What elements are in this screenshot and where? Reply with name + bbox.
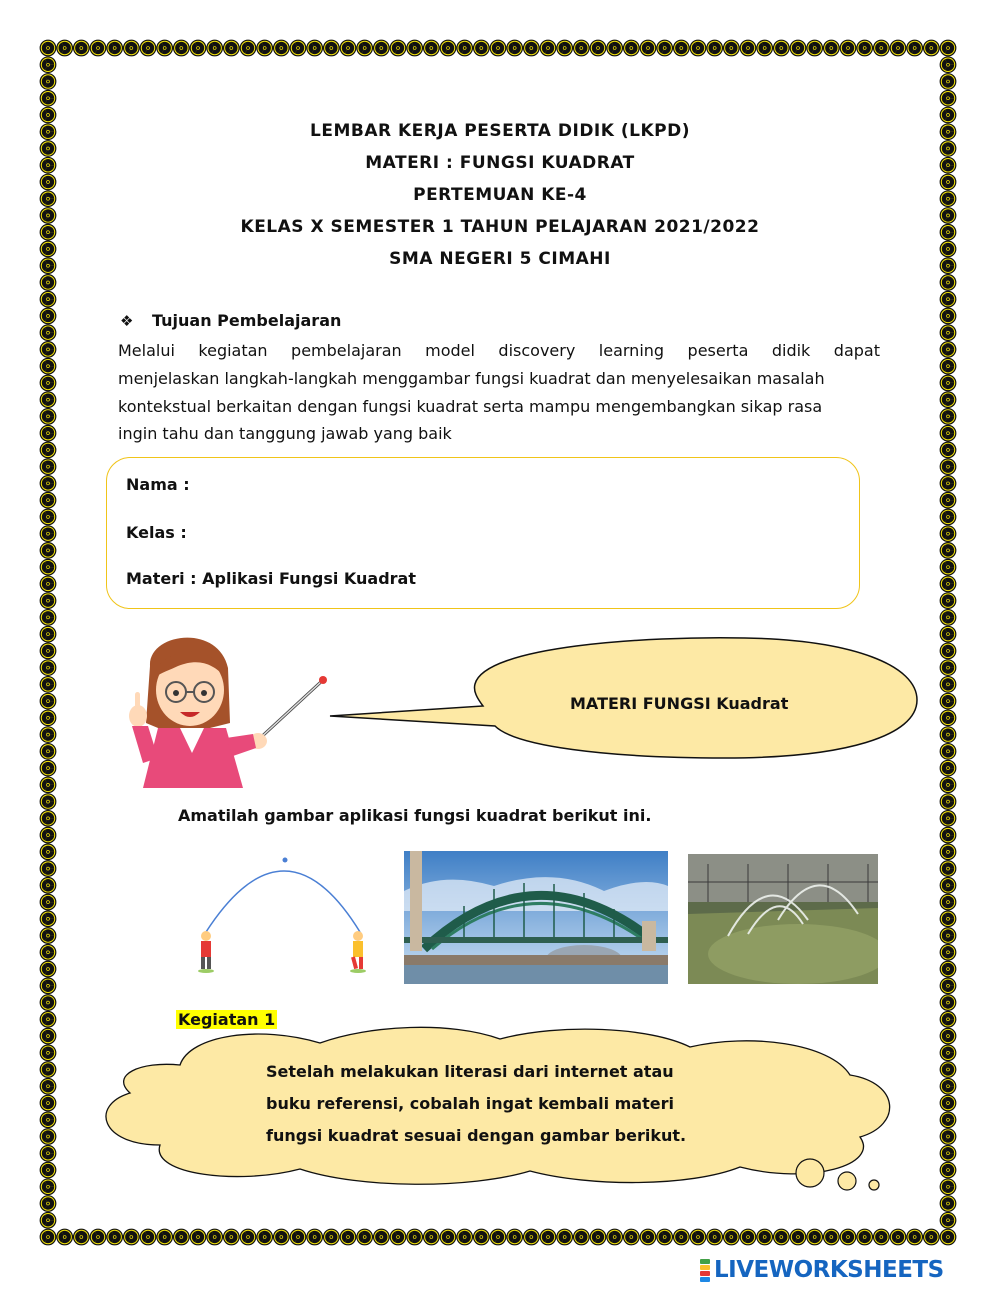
radiation-icon bbox=[106, 40, 122, 56]
radiation-icon bbox=[940, 358, 956, 374]
name-label: Nama : bbox=[126, 475, 190, 494]
radiation-icon bbox=[40, 1078, 56, 1094]
radiation-icon bbox=[940, 442, 956, 458]
radiation-icon bbox=[273, 40, 289, 56]
radiation-icon bbox=[40, 492, 56, 508]
radiation-icon bbox=[40, 74, 56, 90]
radiation-icon bbox=[40, 509, 56, 525]
radiation-icon bbox=[940, 559, 956, 575]
radiation-icon bbox=[40, 1196, 56, 1212]
radiation-icon bbox=[273, 1229, 289, 1245]
radiation-icon bbox=[240, 40, 256, 56]
radiation-icon bbox=[123, 40, 139, 56]
title-line-3: PERTEMUAN KE-4 bbox=[413, 185, 587, 205]
radiation-icon bbox=[840, 1229, 856, 1245]
radiation-icon bbox=[940, 342, 956, 358]
radiation-icon bbox=[390, 1229, 406, 1245]
title-line-4: KELAS X SEMESTER 1 TAHUN PELAJARAN 2021/2022 bbox=[240, 217, 760, 237]
radiation-icon bbox=[90, 1229, 106, 1245]
radiation-icon bbox=[440, 40, 456, 56]
radiation-icon bbox=[556, 1229, 572, 1245]
radiation-icon bbox=[40, 1045, 56, 1061]
radiation-icon bbox=[940, 710, 956, 726]
radiation-icon bbox=[940, 727, 956, 743]
radiation-icon bbox=[156, 1229, 172, 1245]
radiation-icon bbox=[40, 476, 56, 492]
title-line-1: LEMBAR KERJA PESERTA DIDIK (LKPD) bbox=[310, 121, 690, 141]
radiation-icon bbox=[940, 693, 956, 709]
radiation-icon bbox=[940, 57, 956, 73]
radiation-icon bbox=[40, 928, 56, 944]
radiation-icon bbox=[40, 827, 56, 843]
radiation-icon bbox=[623, 1229, 639, 1245]
radiation-icon bbox=[40, 727, 56, 743]
radiation-icon bbox=[940, 543, 956, 559]
radiation-icon bbox=[940, 777, 956, 793]
radiation-icon bbox=[606, 1229, 622, 1245]
radiation-icon bbox=[40, 1112, 56, 1128]
activity-line-1: Setelah melakukan literasi dari internet atau bbox=[266, 1062, 674, 1081]
radiation-icon bbox=[940, 275, 956, 291]
radiation-icon bbox=[940, 1112, 956, 1128]
radiation-icon bbox=[40, 291, 56, 307]
radiation-icon bbox=[740, 1229, 756, 1245]
radiation-icon bbox=[406, 40, 422, 56]
radiation-icon bbox=[723, 1229, 739, 1245]
radiation-icon bbox=[73, 1229, 89, 1245]
radiation-icon bbox=[40, 677, 56, 693]
radiation-icon bbox=[840, 40, 856, 56]
radiation-icon bbox=[373, 1229, 389, 1245]
radiation-icon bbox=[40, 1028, 56, 1044]
radiation-icon bbox=[290, 40, 306, 56]
radiation-icon bbox=[290, 1229, 306, 1245]
radiation-icon bbox=[40, 358, 56, 374]
radiation-icon bbox=[940, 911, 956, 927]
radiation-icon bbox=[340, 1229, 356, 1245]
radiation-icon bbox=[323, 1229, 339, 1245]
radiation-icon bbox=[40, 1129, 56, 1145]
radiation-icon bbox=[606, 40, 622, 56]
radiation-icon bbox=[640, 1229, 656, 1245]
radiation-icon bbox=[40, 1011, 56, 1027]
radiation-icon bbox=[940, 660, 956, 676]
radiation-icon bbox=[40, 978, 56, 994]
radiation-icon bbox=[823, 40, 839, 56]
radiation-icon bbox=[940, 1028, 956, 1044]
radiation-icon bbox=[40, 811, 56, 827]
radiation-icon bbox=[40, 1162, 56, 1178]
radiation-icon bbox=[940, 40, 956, 56]
radiation-icon bbox=[506, 1229, 522, 1245]
radiation-icon bbox=[40, 543, 56, 559]
radiation-icon bbox=[40, 945, 56, 961]
radiation-icon bbox=[123, 1229, 139, 1245]
radiation-icon bbox=[940, 308, 956, 324]
radiation-icon bbox=[906, 40, 922, 56]
radiation-icon bbox=[790, 40, 806, 56]
radiation-icon bbox=[40, 593, 56, 609]
radiation-icon bbox=[806, 1229, 822, 1245]
radiation-icon bbox=[40, 392, 56, 408]
radiation-icon bbox=[940, 1045, 956, 1061]
radiation-icon bbox=[40, 1095, 56, 1111]
radiation-icon bbox=[940, 1162, 956, 1178]
radiation-icon bbox=[590, 1229, 606, 1245]
radiation-icon bbox=[690, 1229, 706, 1245]
objective-line-1: Melalui kegiatan pembelajaran model discovery learning peserta didik dapat bbox=[118, 341, 880, 360]
liveworksheets-logo-icon bbox=[700, 1259, 710, 1282]
radiation-icon bbox=[456, 40, 472, 56]
radiation-icon bbox=[40, 459, 56, 475]
radiation-icon bbox=[556, 40, 572, 56]
radiation-icon bbox=[140, 40, 156, 56]
radiation-icon bbox=[723, 40, 739, 56]
radiation-icon bbox=[506, 40, 522, 56]
radiation-icon bbox=[940, 1179, 956, 1195]
radiation-icon bbox=[623, 40, 639, 56]
radiation-icon bbox=[656, 40, 672, 56]
radiation-icon bbox=[940, 476, 956, 492]
radiation-icon bbox=[940, 1196, 956, 1212]
radiation-icon bbox=[856, 40, 872, 56]
radiation-icon bbox=[223, 1229, 239, 1245]
radiation-icon bbox=[940, 291, 956, 307]
radiation-icon bbox=[940, 392, 956, 408]
radiation-icon bbox=[223, 40, 239, 56]
radiation-icon bbox=[423, 40, 439, 56]
radiation-icon bbox=[40, 1179, 56, 1195]
radiation-icon bbox=[40, 275, 56, 291]
radiation-icon bbox=[90, 40, 106, 56]
radiation-icon bbox=[490, 1229, 506, 1245]
radiation-icon bbox=[40, 911, 56, 927]
radiation-icon bbox=[40, 409, 56, 425]
radiation-icon bbox=[473, 40, 489, 56]
radiation-icon bbox=[306, 40, 322, 56]
radiation-icon bbox=[323, 40, 339, 56]
radiation-icon bbox=[940, 74, 956, 90]
radiation-icon bbox=[873, 1229, 889, 1245]
radiation-icon bbox=[940, 861, 956, 877]
radiation-icon bbox=[940, 643, 956, 659]
radiation-icon bbox=[940, 995, 956, 1011]
radiation-icon bbox=[890, 1229, 906, 1245]
radiation-icon bbox=[940, 425, 956, 441]
radiation-icon bbox=[240, 1229, 256, 1245]
radiation-icon bbox=[690, 40, 706, 56]
radiation-icon bbox=[756, 1229, 772, 1245]
radiation-icon bbox=[190, 40, 206, 56]
radiation-icon bbox=[440, 1229, 456, 1245]
radiation-icon bbox=[940, 492, 956, 508]
radiation-icon bbox=[40, 961, 56, 977]
radiation-icon bbox=[940, 844, 956, 860]
radiation-icon bbox=[940, 961, 956, 977]
radiation-icon bbox=[573, 40, 589, 56]
radiation-icon bbox=[40, 325, 56, 341]
radiation-icon bbox=[40, 777, 56, 793]
radiation-icon bbox=[40, 90, 56, 106]
radiation-icon bbox=[40, 878, 56, 894]
bullet-icon: ❖ bbox=[120, 312, 134, 330]
radiation-icon bbox=[940, 677, 956, 693]
radiation-icon bbox=[773, 1229, 789, 1245]
title-line-5: SMA NEGERI 5 CIMAHI bbox=[389, 249, 611, 269]
objective-line-3: kontekstual berkaitan dengan fungsi kuadrat serta mampu mengembangkan sikap rasa bbox=[118, 397, 823, 416]
radiation-icon bbox=[40, 375, 56, 391]
radiation-icon bbox=[73, 40, 89, 56]
radiation-icon bbox=[940, 1011, 956, 1027]
radiation-icon bbox=[923, 1229, 939, 1245]
radiation-icon bbox=[940, 1212, 956, 1228]
radiation-icon bbox=[940, 1095, 956, 1111]
radiation-icon bbox=[940, 811, 956, 827]
radiation-icon bbox=[590, 40, 606, 56]
radiation-icon bbox=[40, 57, 56, 73]
radiation-icon bbox=[940, 1229, 956, 1245]
radiation-icon bbox=[940, 325, 956, 341]
radiation-icon bbox=[423, 1229, 439, 1245]
teacher-illustration bbox=[118, 628, 333, 788]
radiation-icon bbox=[940, 90, 956, 106]
radiation-icon bbox=[40, 425, 56, 441]
radiation-icon bbox=[40, 342, 56, 358]
speech-bubble-text: MATERI FUNGSI Kuadrat bbox=[570, 694, 789, 713]
radiation-icon bbox=[940, 610, 956, 626]
radiation-icon bbox=[40, 861, 56, 877]
radiation-icon bbox=[40, 559, 56, 575]
radiation-icon bbox=[473, 1229, 489, 1245]
title-line-2: MATERI : FUNGSI KUADRAT bbox=[365, 153, 635, 173]
radiation-icon bbox=[306, 1229, 322, 1245]
radiation-icon bbox=[206, 1229, 222, 1245]
radiation-icon bbox=[40, 442, 56, 458]
radiation-icon bbox=[406, 1229, 422, 1245]
radiation-icon bbox=[940, 509, 956, 525]
radiation-icon bbox=[373, 40, 389, 56]
radiation-icon bbox=[40, 844, 56, 860]
radiation-icon bbox=[356, 40, 372, 56]
radiation-icon bbox=[256, 1229, 272, 1245]
radiation-icon bbox=[456, 1229, 472, 1245]
radiation-icon bbox=[40, 760, 56, 776]
radiation-icon bbox=[940, 593, 956, 609]
radiation-icon bbox=[40, 660, 56, 676]
class-label: Kelas : bbox=[126, 523, 187, 542]
radiation-icon bbox=[673, 40, 689, 56]
liveworksheets-brand[interactable] bbox=[700, 1256, 944, 1284]
radiation-icon bbox=[873, 40, 889, 56]
radiation-icon bbox=[40, 626, 56, 642]
radiation-icon bbox=[940, 928, 956, 944]
radiation-icon bbox=[173, 1229, 189, 1245]
radiation-icon bbox=[706, 40, 722, 56]
radiation-icon bbox=[940, 945, 956, 961]
radiation-icon bbox=[940, 1145, 956, 1161]
radiation-icon bbox=[890, 40, 906, 56]
radiation-icon bbox=[340, 40, 356, 56]
ball-trajectory-image bbox=[190, 850, 380, 975]
radiation-icon bbox=[806, 40, 822, 56]
activity-label: Kegiatan 1 bbox=[178, 1010, 276, 1029]
objective-line-4: ingin tahu dan tanggung jawab yang baik bbox=[118, 424, 452, 443]
radiation-icon bbox=[490, 40, 506, 56]
radiation-icon bbox=[856, 1229, 872, 1245]
radiation-icon bbox=[156, 40, 172, 56]
radiation-icon bbox=[706, 1229, 722, 1245]
radiation-icon bbox=[940, 1062, 956, 1078]
activity-line-3: fungsi kuadrat sesuai dengan gambar berikut. bbox=[266, 1126, 687, 1145]
liveworksheets-wordmark: LIVEWORKSHEETS bbox=[714, 1257, 944, 1283]
radiation-icon bbox=[940, 978, 956, 994]
radiation-icon bbox=[256, 40, 272, 56]
radiation-icon bbox=[656, 1229, 672, 1245]
radiation-icon bbox=[573, 1229, 589, 1245]
radiation-icon bbox=[756, 40, 772, 56]
radiation-icon bbox=[740, 40, 756, 56]
radiation-icon bbox=[40, 1212, 56, 1228]
radiation-icon bbox=[906, 1229, 922, 1245]
radiation-icon bbox=[523, 40, 539, 56]
radiation-icon bbox=[940, 375, 956, 391]
radiation-icon bbox=[190, 1229, 206, 1245]
radiation-icon bbox=[790, 1229, 806, 1245]
radiation-icon bbox=[40, 1229, 56, 1245]
radiation-icon bbox=[40, 40, 56, 56]
radiation-icon bbox=[40, 894, 56, 910]
radiation-icon bbox=[773, 40, 789, 56]
radiation-icon bbox=[40, 643, 56, 659]
radiation-icon bbox=[940, 744, 956, 760]
radiation-icon bbox=[40, 1145, 56, 1161]
radiation-icon bbox=[40, 576, 56, 592]
radiation-icon bbox=[56, 40, 72, 56]
radiation-icon bbox=[173, 40, 189, 56]
material-label: Materi : Aplikasi Fungsi Kuadrat bbox=[126, 569, 416, 588]
radiation-icon bbox=[940, 894, 956, 910]
radiation-icon bbox=[673, 1229, 689, 1245]
radiation-icon bbox=[356, 1229, 372, 1245]
radiation-icon bbox=[56, 1229, 72, 1245]
bridge-photo bbox=[404, 851, 668, 984]
radiation-icon bbox=[40, 794, 56, 810]
radiation-icon bbox=[940, 409, 956, 425]
radiation-icon bbox=[940, 526, 956, 542]
radiation-icon bbox=[940, 794, 956, 810]
radiation-icon bbox=[140, 1229, 156, 1245]
radiation-icon bbox=[40, 693, 56, 709]
objective-title: Tujuan Pembelajaran bbox=[152, 311, 342, 330]
radiation-icon bbox=[40, 744, 56, 760]
objective-line-2: menjelaskan langkah-langkah menggambar fungsi kuadrat dan menyelesaikan masalah bbox=[118, 369, 825, 388]
radiation-icon bbox=[40, 710, 56, 726]
radiation-icon bbox=[640, 40, 656, 56]
radiation-icon bbox=[40, 1062, 56, 1078]
radiation-icon bbox=[940, 626, 956, 642]
radiation-icon bbox=[106, 1229, 122, 1245]
radiation-icon bbox=[40, 610, 56, 626]
radiation-icon bbox=[40, 526, 56, 542]
radiation-icon bbox=[923, 40, 939, 56]
radiation-icon bbox=[40, 308, 56, 324]
radiation-icon bbox=[940, 1078, 956, 1094]
radiation-icon bbox=[940, 459, 956, 475]
observation-instruction: Amatilah gambar aplikasi fungsi kuadrat berikut ini. bbox=[178, 806, 652, 825]
radiation-icon bbox=[540, 1229, 556, 1245]
activity-line-2: buku referensi, cobalah ingat kembali materi bbox=[266, 1094, 674, 1113]
radiation-icon bbox=[940, 827, 956, 843]
fountain-photo bbox=[688, 854, 878, 984]
radiation-icon bbox=[206, 40, 222, 56]
radiation-icon bbox=[390, 40, 406, 56]
radiation-icon bbox=[940, 878, 956, 894]
radiation-icon bbox=[523, 1229, 539, 1245]
radiation-icon bbox=[540, 40, 556, 56]
radiation-icon bbox=[940, 760, 956, 776]
radiation-icon bbox=[40, 995, 56, 1011]
radiation-icon bbox=[823, 1229, 839, 1245]
radiation-icon bbox=[940, 576, 956, 592]
radiation-icon bbox=[940, 1129, 956, 1145]
